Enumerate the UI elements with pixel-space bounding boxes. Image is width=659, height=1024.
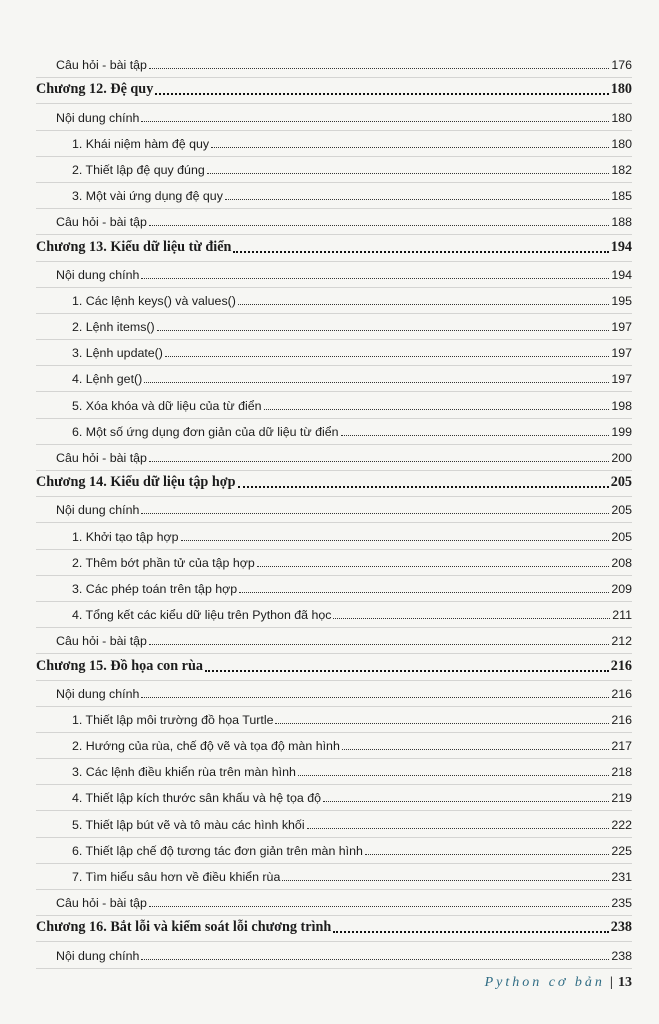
toc-page-number: 217 [611, 739, 632, 754]
toc-entry-title: Nội dung chính [56, 686, 140, 701]
toc-dot-leader [149, 68, 609, 69]
toc-entry-row [36, 785, 632, 811]
toc-entry-row [36, 890, 632, 916]
toc-page-number: 218 [611, 765, 632, 780]
toc-entry-row [36, 550, 632, 576]
toc-dot-leader [264, 409, 610, 410]
toc-entry-row [36, 419, 632, 445]
toc-page-number: 238 [610, 919, 632, 936]
toc-entry-title: Nội dung chính [56, 948, 140, 963]
toc-entry-title: Câu hỏi - bài tập [56, 451, 147, 465]
page-footer [485, 975, 632, 991]
toc-dot-leader [225, 199, 609, 200]
toc-entry-title: 5. Thiết lập bút vẽ và tô màu các hình khối [72, 817, 305, 832]
toc-dot-leader [149, 644, 609, 645]
toc-entry-row [36, 183, 632, 209]
toc-entry-title: Chương 12. Đệ quy [36, 81, 154, 98]
toc-entry-row [36, 759, 632, 785]
toc-entry-row [36, 52, 632, 78]
toc-dot-leader [342, 749, 609, 750]
toc-page-number: 197 [611, 372, 632, 387]
toc-entry-title: Câu hỏi - bài tập [56, 634, 147, 649]
toc-page-number: 225 [611, 843, 632, 858]
toc-entry-title: 3. Một vài ứng dụng đệ quy [72, 189, 223, 204]
toc-chapter-row [36, 78, 632, 104]
toc-page-number: 238 [611, 948, 632, 963]
toc-entry-title: 2. Hướng của rùa, chế độ vẽ và tọa độ màn hình [72, 739, 340, 754]
toc-dot-leader [282, 880, 609, 881]
toc-entry-row [36, 314, 632, 340]
toc-dot-leader [238, 304, 609, 305]
toc-entry-row [36, 366, 632, 392]
toc-entry-row [36, 392, 632, 418]
toc-entry-row [36, 131, 632, 157]
toc-entry-title: 4. Thiết lập kích thước sân khấu và hệ tọa độ [72, 791, 322, 806]
toc-page-number: 205 [611, 503, 632, 518]
toc-page-number: 208 [611, 555, 632, 570]
toc-page-number: 211 [612, 608, 632, 623]
toc-dot-leader [238, 486, 609, 488]
toc-entry-title: 2. Thiết lập đệ quy đúng [72, 162, 205, 177]
toc-dot-leader [333, 931, 608, 933]
toc-entry-title: 2. Lệnh items() [72, 320, 155, 335]
toc-page-number: 235 [611, 896, 632, 911]
toc-entry-title: 7. Tìm hiểu sâu hơn về điều khiển rùa [72, 870, 281, 884]
toc-page-number: 197 [611, 346, 632, 361]
toc-entry-row [36, 262, 632, 288]
toc-page-number: 180 [611, 110, 632, 125]
toc-chapter-row [36, 471, 632, 497]
toc-dot-leader [239, 592, 609, 593]
toc-entry-title: 1. Các lệnh keys() và values() [72, 293, 236, 308]
toc-page-number: 216 [611, 686, 632, 701]
toc-entry-title: Chương 14. Kiểu dữ liệu tập hợp [36, 474, 236, 491]
toc-entry-title: Chương 13. Kiểu dữ liệu từ điển [36, 238, 232, 255]
toc-dot-leader [211, 147, 609, 148]
toc-entry-row [36, 681, 632, 707]
toc-page-number: 216 [610, 657, 632, 674]
toc-entry-title: 1. Thiết lập môi trường đồ họa Turtle [72, 712, 274, 727]
toc-page-number: 176 [611, 58, 632, 73]
toc-entry-row [36, 445, 632, 471]
footer-separator: | [609, 975, 613, 990]
table-of-contents [36, 52, 632, 969]
toc-dot-leader [141, 121, 609, 122]
footer-book-title: Python cơ bản [484, 975, 605, 990]
toc-page-number: 231 [611, 870, 632, 884]
toc-dot-leader [233, 251, 608, 253]
toc-dot-leader [141, 278, 609, 279]
toc-entry-row [36, 104, 632, 130]
toc-entry-title: 3. Lệnh update() [72, 346, 163, 361]
toc-page-number: 205 [611, 529, 632, 544]
toc-entry-row [36, 576, 632, 602]
toc-entry-title: 5. Xóa khóa và dữ liệu của từ điển [72, 398, 262, 413]
toc-page-number: 205 [610, 474, 632, 491]
toc-dot-leader [365, 854, 609, 855]
toc-dot-leader [181, 540, 610, 541]
toc-entry-row [36, 340, 632, 366]
toc-dot-leader [144, 382, 609, 383]
toc-entry-row [36, 628, 632, 654]
toc-dot-leader [141, 697, 609, 698]
toc-entry-row [36, 602, 632, 628]
toc-entry-title: 3. Các lệnh điều khiển rùa trên màn hình [72, 765, 296, 780]
toc-page-number: 194 [611, 267, 632, 282]
toc-dot-leader [149, 461, 609, 462]
toc-page-number: 200 [611, 451, 632, 465]
toc-page-number: 180 [611, 136, 632, 151]
toc-entry-title: Nội dung chính [56, 503, 140, 518]
footer-page-number: 13 [618, 975, 632, 990]
toc-dot-leader [205, 670, 609, 672]
toc-entry-title: 4. Tổng kết các kiểu dữ liệu trên Python đã học [72, 608, 332, 623]
toc-dot-leader [298, 775, 609, 776]
toc-dot-leader [323, 801, 609, 802]
toc-page-number: 199 [611, 424, 632, 439]
toc-dot-leader [141, 513, 609, 514]
toc-page-number: 198 [611, 398, 632, 413]
toc-dot-leader [257, 566, 610, 567]
toc-dot-leader [141, 959, 609, 960]
toc-page-number: 209 [611, 581, 632, 596]
toc-entry-title: 6. Thiết lập chế độ tương tác đơn giản trên màn hình [72, 843, 363, 858]
toc-dot-leader [207, 173, 610, 174]
toc-entry-title: Câu hỏi - bài tập [56, 896, 147, 911]
toc-page-number: 180 [610, 81, 632, 98]
toc-entry-title: Chương 16. Bắt lỗi và kiểm soát lỗi chương trình [36, 919, 332, 936]
toc-entry-title: Câu hỏi - bài tập [56, 215, 147, 230]
toc-dot-leader [341, 435, 610, 436]
toc-page-number: 194 [610, 238, 632, 255]
toc-page-number: 182 [611, 162, 632, 177]
toc-entry-row [36, 523, 632, 549]
toc-entry-row [36, 942, 632, 968]
toc-dot-leader [149, 906, 609, 907]
toc-dot-leader [165, 356, 609, 357]
toc-entry-row [36, 157, 632, 183]
toc-page-number: 188 [611, 215, 632, 230]
toc-entry-title: 1. Khái niệm hàm đệ quy [72, 136, 210, 151]
toc-entry-row [36, 707, 632, 733]
toc-dot-leader [149, 225, 609, 226]
toc-entry-title: Nội dung chính [56, 110, 140, 125]
toc-entry-row [36, 811, 632, 837]
toc-chapter-row [36, 235, 632, 261]
toc-entry-row [36, 733, 632, 759]
toc-page-number: 185 [611, 189, 632, 204]
toc-entry-title: 6. Một số ứng dụng đơn giản của dữ liệu từ điển [72, 424, 339, 439]
toc-dot-leader [157, 330, 610, 331]
toc-entry-title: Chương 15. Đồ họa con rùa [36, 657, 203, 674]
toc-entry-row [36, 288, 632, 314]
toc-entry-title: 1. Khởi tạo tập hợp [72, 529, 179, 544]
toc-page-number: 197 [611, 320, 632, 335]
toc-chapter-row [36, 916, 632, 942]
toc-entry-title: Nội dung chính [56, 267, 140, 282]
toc-dot-leader [333, 618, 610, 619]
toc-entry-title: 4. Lệnh get() [72, 372, 143, 387]
toc-chapter-row [36, 654, 632, 680]
toc-page-number: 219 [611, 791, 632, 806]
toc-page-number: 222 [611, 817, 632, 832]
toc-entry-row [36, 209, 632, 235]
toc-page-number: 216 [611, 712, 632, 727]
toc-page-number: 195 [611, 293, 632, 308]
toc-entry-row [36, 838, 632, 864]
toc-entry-row [36, 497, 632, 523]
toc-entry-title: 3. Các phép toán trên tập hợp [72, 581, 238, 596]
toc-entry-row [36, 864, 632, 890]
toc-page-number: 212 [611, 634, 632, 649]
toc-dot-leader [275, 723, 609, 724]
toc-entry-title: Câu hỏi - bài tập [56, 58, 147, 73]
toc-dot-leader [155, 93, 608, 95]
toc-dot-leader [307, 828, 610, 829]
toc-entry-title: 2. Thêm bớt phần tử của tập hợp [72, 555, 255, 570]
